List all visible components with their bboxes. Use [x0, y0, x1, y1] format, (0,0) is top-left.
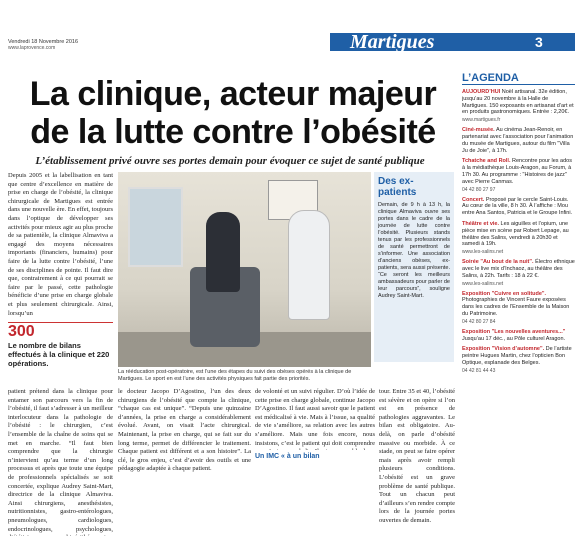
agenda-item-text: Noël artisanal. 32e édition, jusqu’au 20 novembre à la Halle de Martigues. 150 exposants en artisanat d’art et en produits gastronomiques. Entrée : 2,20€.	[462, 89, 574, 116]
agenda-item	[462, 197, 575, 217]
agenda-contact: www.martigues.fr	[462, 117, 501, 124]
stat-number: 300	[8, 323, 35, 340]
article-column-3	[255, 388, 375, 450]
photo-caption: La rééducation post-opératoire, est l’une des étapes du suivi des obèses opérés à la clinique de Martigues. Le sport en est l’une des activités physiques fait partie des priorités.	[118, 369, 352, 382]
agenda-item-head: Exposition "Cuivre en solitude".	[462, 290, 547, 297]
agenda-item	[462, 291, 575, 325]
agenda-item-text: Photographies de Vincent Faure exposées dans les cadres de l’Ensemble de la Maison du Patrimoine.	[462, 297, 570, 317]
agenda-item-text: Les aiguilles et l’opium, une pièce mise en scène par Robert Lepage, au théâtre des Salins, vendredi à 20h30 et samedi à 19h.	[462, 220, 569, 248]
issue-date: Vendredi 18 Novembre 2016	[8, 39, 79, 45]
sidebar-title: Des ex-patients	[378, 176, 417, 198]
photo-therapist	[288, 210, 330, 320]
article-column-4	[379, 388, 455, 536]
agenda-item-head: Ciné-musée.	[462, 127, 495, 134]
agenda-item-head: Soirée "Au bout de la nuit".	[462, 259, 534, 266]
agenda-title: L’AGENDA	[462, 72, 575, 85]
standfirst: L’établissement privé ouvre ses portes demain pour évoquer ce sujet de santé publique	[35, 155, 425, 167]
agenda-contact: 04 42 80 27 84	[462, 318, 496, 325]
agenda-item-text: Au cinéma Jean-Renoir, en partenariat avec l’association pour l’animation du musée de Martigues, autour du film "Villa Ju de Joie", à 17h.	[462, 127, 574, 154]
agenda-item	[462, 346, 575, 373]
agenda-item-text: Jusqu’au 17 déc., au Pôle culturel Aragon.	[462, 335, 566, 342]
agenda-contact: 04 42 81 44 43	[462, 367, 496, 374]
article-column-1	[8, 172, 113, 318]
agenda-item-head: Exposition "Vision d’automne".	[462, 346, 545, 353]
agenda-column	[462, 72, 575, 540]
section-name: Martigues	[350, 31, 435, 53]
article-text: Depuis 2005 et la labellisation en tant que centre d’excellence en matière de prise en charge de l’obésité, la clinique chirurgicale de Martigues est entrée dans une nouvelle ère. En effet, toujours dans l’optique de développer ses activités pour mieux agir au plus proche de sa patientèle, la clinique Almaviva a engagé des moyens nécessaires importants (financiers, humains) pour faire de la lutte contre l’obésité, l’une de ses disciplines de pointe. Il faut dire que, contrairement à ce qui pourrait se faire par le passé, cette pathologie bénéficie d’une prise en charge globale et plus seulement chirurgicale. Ainsi, lorsqu’un	[8, 172, 113, 317]
agenda-item	[462, 259, 575, 286]
page-number: 3	[535, 34, 543, 50]
agenda-contact: 04 42 80 27 97	[462, 186, 496, 193]
article-text: patient prétend dans la clinique pour entamer son parcours vers la fin de l’obésité, il faut s’adresser à un meilleur interlocuteur dans la pathologie de l’obésité : le chirurgien, c’est l’ensemble de la chaîne de soins qui se met en marche. “Il faut bien comprendre que la chirurgie n’intervient qu’au terme d’un long processus et après que toute une équipe de professionnels spécialisés se soit concertée, explique Audrey Saint-Mart, directrice de la clinique Almaviva. Ainsi chirurgiens, anesthésistes, nutritionnistes, gastro-entérologues, pneumologues, cardiologues, endocrinologues, psychologues,	[8, 388, 113, 533]
article-photo	[118, 172, 371, 367]
agenda-item	[462, 127, 575, 154]
agenda-contact: www.les-salins.net	[462, 280, 504, 287]
stat-box	[8, 322, 113, 384]
agenda-item-head: AUJOURD’HUI	[462, 89, 501, 95]
agenda-item	[462, 89, 575, 123]
agenda-contact: www.les-salins.net	[462, 249, 504, 256]
agenda-item	[462, 221, 575, 255]
sidebar-body: Demain, de 9 h à 13 h, la clinique Almaviva ouvre ses portes dans le cadre de la journée de lutte contre l’obésité. Plusieurs stands tenus par les professionnels de santé permettront de s’informer. Une association d’anciens obèses, ex-patients, sera aussi présente. “Ce seront les meilleurs ambassadeurs pour parler de leur parcours”, souligne Audrey Saint-Mart.	[378, 202, 450, 299]
article-column-2	[118, 388, 251, 536]
agenda-item	[462, 329, 575, 343]
article-text: le docteur Jacopo D’Agostino, l’un des deux chirurgiens de l’obésité que compte la clinique, “chaque cas est unique”. “Depuis une quinzaine d’années, la prise en charge a considérablement évolué. Avant, on visait l’acte chirurgical. Maintenant, la prise en charge, qui se fait sur du long terme, permet de différencier le traitement. Chaque patient est différent et a son histoire”. La clé, le gros enjeu, c’est d’avoir des outils et une pédagogie adaptée à chaque patient.	[118, 388, 251, 473]
agenda-item-text: De l’artiste peintre Hugues Martin, chez l’opticien Bon Optique, esplanade des Belges.	[462, 346, 572, 366]
agenda-item-head: Exposition "Les nouvelles aventures..."	[462, 328, 566, 335]
sidebar-box	[374, 172, 454, 362]
agenda-item-head: Concert.	[462, 196, 485, 203]
agenda-item-text: Rencontre pour les ados à la médiathèque Louis-Aragon, au Forum, à 17h 30. Au programme : "Histoires de jazz" avec Pierre Canmas.	[462, 158, 572, 185]
stat-text: Le nombre de bilans effectués à la clinique et 220 opérations.	[8, 341, 110, 368]
agenda-item-head: Tchatche and Roll.	[462, 158, 511, 165]
agenda-item-text: Proposé par le cercle Saint-Louis. Au cœur de la ville, 8 h 30. À l’affiche : Mou entre Ana Santos, Patricia et le Groupe Infini.	[462, 196, 573, 217]
masthead	[0, 0, 575, 52]
article-subhead: Un IMC « à un bilan	[255, 453, 320, 460]
headline: La clinique, acteur majeur de la lutte contre l’obésité	[29, 75, 437, 151]
article-text: tour. Entre 35 et 40, l’obésité est sévère et on opère si l’on est en présence de pathologies aggravantes. Le bilan est obligatoire. Au-delà, on parle d’obésité massive ou morbide. À ce stade, on peut se faire opérer mais après avoir rempli plusieurs conditions. L’obésité est un grave problème de santé publique. Tout un chacun peut d’ailleurs s’en rendre compte lors de la journée portes ouvertes de demain.	[379, 388, 455, 524]
photo-patient	[206, 212, 240, 292]
agenda-item	[462, 158, 575, 192]
article-text: de volonté et un suivi régulier. D’où l’idée de cette prise en charge globale, continue Jacopo D’Agostino. Il faut aussi savoir que le patient est médicalisé à vie. Mais à l’issue, sa qualité de vie s’améliore, sa relation avec les autres s’améliore. Mais une fois encore, nous insistons, c’est le patient qui doit comprendre	[255, 388, 375, 447]
photo-window	[128, 187, 183, 267]
agenda-item-text: Électro ethnique avec le live mix d’Inchaoz, au théâtre des Salins, à 22h. Tarifs : 18 à 22 €.	[462, 259, 575, 279]
article-column-1b	[8, 388, 113, 536]
website: www.laprovence.com	[8, 45, 56, 51]
agenda-item-head: Théâtre et vie.	[462, 220, 499, 227]
